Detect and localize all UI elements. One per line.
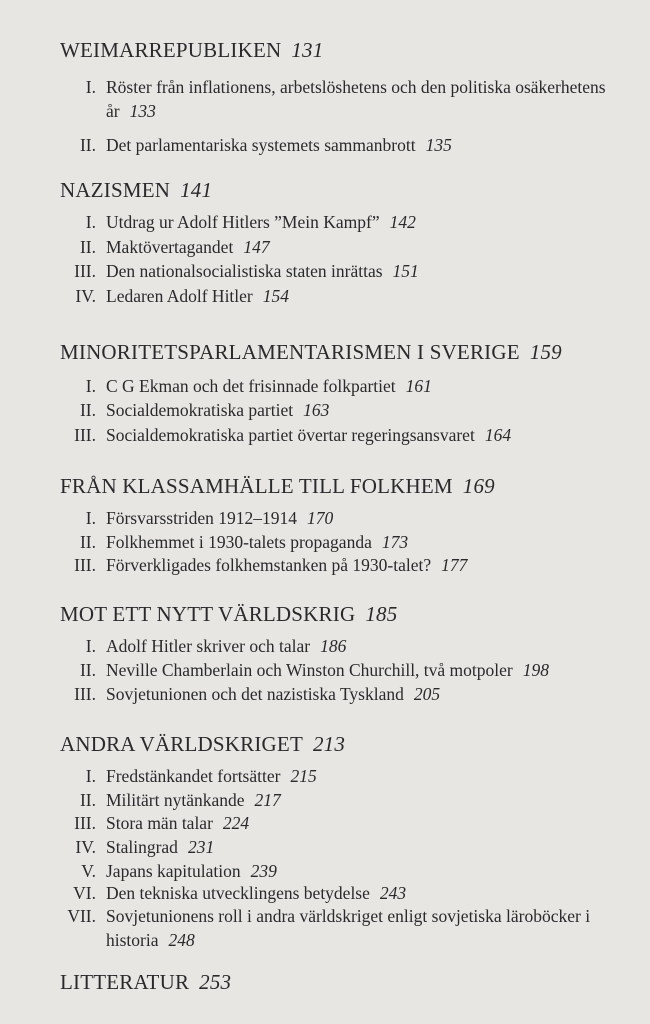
entry-numeral: II. (79, 790, 96, 810)
entry-title: Utdrag ur Adolf Hitlers ”Mein Kampf” (106, 212, 380, 232)
section-title: MINORITETSPARLAMENTARISMEN I SVERIGE (60, 340, 520, 364)
entry-numeral: I. (85, 508, 96, 528)
entry-page-number: 239 (250, 861, 277, 881)
entry-page-number: 164 (484, 425, 512, 445)
entry-line (106, 554, 636, 578)
entry-title: Stora män talar (106, 813, 213, 833)
entry-page-number: 224 (222, 813, 250, 833)
section-heading (60, 970, 231, 995)
entry-page-number: 231 (187, 837, 215, 857)
entry-numeral: II. (79, 237, 96, 257)
section-page-number: 159 (529, 340, 562, 364)
entry-page-number: 205 (413, 684, 441, 704)
entry-page-number: 154 (262, 286, 290, 306)
entry-numeral: VII. (67, 906, 96, 926)
entry-line (106, 507, 636, 531)
entry-numeral: VI. (73, 883, 96, 903)
entry-numeral: III. (74, 261, 96, 281)
entry-title: Japans kapitulation (106, 861, 241, 881)
entry-page-number: 135 (425, 135, 452, 155)
entry-title: Socialdemokratiska partiet övertar regeringsansvaret (106, 425, 475, 445)
entry-numeral: I. (85, 77, 96, 97)
entry-page-number: 215 (290, 766, 317, 786)
entry-page-number: 161 (405, 376, 432, 396)
entry-page-number: 243 (379, 883, 407, 903)
entry-page-number: 142 (389, 212, 416, 232)
entry-numeral: I. (85, 212, 96, 232)
section-page-number: 169 (462, 474, 495, 498)
entry-line (106, 812, 636, 836)
entry-page-number: 151 (392, 261, 419, 281)
section-page-number: 185 (365, 602, 398, 626)
entry-page-number: 133 (129, 100, 156, 121)
entry-line (106, 76, 636, 123)
entry-page-number: 217 (254, 790, 281, 810)
entry-numeral: II. (79, 532, 96, 552)
entry-title: Sovjetunionens roll i andra världskriget enligt sovjetiska läroböcker i historia (106, 906, 591, 950)
entry-page-number: 186 (320, 636, 347, 656)
entry-line (106, 836, 636, 860)
section-title: MOT ETT NYTT VÄRLDSKRIG (60, 602, 356, 626)
entry-line (106, 399, 636, 423)
section-title: ANDRA VÄRLDSKRIGET (60, 732, 303, 756)
section-page-number: 131 (291, 38, 324, 62)
entry-line (106, 765, 636, 789)
entry-line (106, 531, 636, 555)
entry-title: Folkhemmet i 1930-talets propaganda (106, 532, 372, 552)
entry-numeral: II. (79, 135, 96, 155)
entry-title: Ledaren Adolf Hitler (106, 286, 253, 306)
entry-title: Förverkligades folkhemstanken på 1930-talet? (106, 555, 432, 575)
section-title: LITTERATUR (60, 970, 190, 994)
entry-line (106, 260, 636, 284)
entry-title: Adolf Hitler skriver och talar (106, 636, 311, 656)
entry-title: Sovjetunionen och det nazistiska Tyskland (106, 684, 404, 704)
entry-page-number: 177 (441, 555, 468, 575)
entry-page-number: 163 (303, 400, 330, 420)
entry-line (106, 285, 636, 309)
entry-title: Fredstänkandet fortsätter (106, 766, 281, 786)
entry-line (106, 635, 636, 659)
entry-line (106, 882, 636, 906)
entry-title: Stalingrad (106, 837, 178, 857)
section-title: WEIMARREPUBLIKEN (60, 38, 282, 62)
section-heading (60, 474, 495, 499)
entry-line (106, 211, 636, 235)
entry-title: Den nationalsocialistiska staten inrättas (106, 261, 383, 281)
entry-page-number: 198 (522, 660, 549, 680)
entry-numeral: I. (85, 766, 96, 786)
entry-title: Socialdemokratiska partiet (106, 400, 294, 420)
section-page-number: 213 (312, 732, 346, 756)
section-title: FRÅN KLASSAMHÄLLE TILL FOLKHEM (60, 474, 453, 498)
section-page-number: 141 (180, 178, 213, 202)
entry-title: Röster från inflationens, arbetslöshetens och den politiska osäkerhetens år (106, 77, 606, 121)
entry-numeral: I. (85, 636, 96, 656)
entry-title: C G Ekman och det frisinnade folkpartiet (106, 376, 396, 396)
entry-title: Neville Chamberlain och Winston Churchill, två motpoler (106, 660, 513, 680)
section-heading (60, 340, 562, 365)
section-page-number: 253 (199, 970, 232, 994)
entry-numeral: III. (74, 684, 96, 704)
entry-numeral: IV. (75, 286, 96, 306)
entry-line (106, 683, 636, 707)
section-title: NAZISMEN (60, 178, 171, 202)
entry-title: Maktövertagandet (106, 237, 234, 257)
entry-title: Försvarsstriden 1912–1914 (106, 508, 298, 528)
entry-numeral: III. (74, 813, 96, 833)
entry-line (106, 236, 636, 260)
entry-title: Den tekniska utvecklingens betydelse (106, 883, 370, 903)
entry-numeral: III. (74, 555, 96, 575)
section-heading (60, 38, 323, 63)
entry-line (106, 375, 636, 399)
entry-line (106, 659, 636, 683)
entry-line (106, 905, 636, 952)
entry-numeral: II. (79, 400, 96, 420)
entry-line (106, 860, 636, 884)
entry-numeral: I. (85, 376, 96, 396)
entry-page-number: 170 (307, 508, 334, 528)
entry-page-number: 173 (381, 532, 409, 552)
entry-numeral: IV. (75, 837, 96, 857)
entry-page-number: 147 (243, 237, 270, 257)
section-heading (60, 602, 397, 627)
section-heading (60, 178, 212, 203)
entry-line (106, 789, 636, 813)
entry-numeral: V. (81, 861, 96, 881)
entry-numeral: II. (79, 660, 96, 680)
entry-line (106, 134, 636, 158)
entry-line (106, 424, 636, 448)
entry-title: Det parlamentariska systemets sammanbrott (106, 135, 416, 155)
section-heading (60, 732, 345, 757)
entry-page-number: 248 (168, 929, 195, 950)
entry-numeral: III. (74, 425, 96, 445)
entry-title: Militärt nytänkande (106, 790, 245, 810)
